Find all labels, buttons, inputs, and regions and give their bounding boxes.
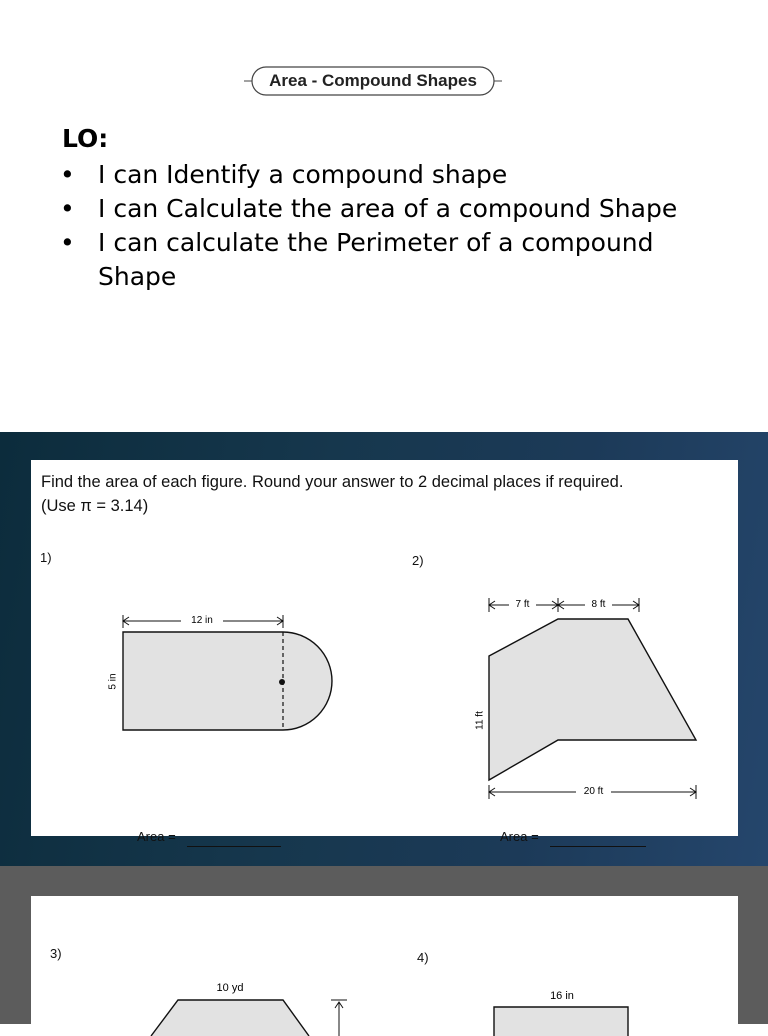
objective-text: I can calculate the Perimeter of a compound Shape <box>98 228 654 291</box>
area-label: Area = <box>137 829 176 844</box>
bullet-icon: • <box>60 194 75 223</box>
dimension-label: 8 ft <box>591 599 606 610</box>
dimension-label: 20 ft <box>583 786 604 797</box>
objective-text: I can Calculate the area of a compound Shape <box>98 194 678 223</box>
title-slide <box>0 0 768 432</box>
worksheet-panel <box>31 896 738 1036</box>
bullet-icon: • <box>60 228 75 257</box>
lo-heading: LO: <box>62 124 109 153</box>
dimension-label: 11 ft <box>474 711 486 730</box>
dimension-label: 7 ft <box>515 599 530 610</box>
dimension-label: 5 in <box>107 673 119 690</box>
figure-polygon <box>31 460 738 836</box>
bullet-icon: • <box>60 160 75 189</box>
question-number: 1) <box>40 550 52 565</box>
objectives-list <box>60 158 720 294</box>
objective-item <box>60 192 720 226</box>
worksheet-slide-2 <box>0 866 768 1024</box>
objective-item <box>60 226 720 294</box>
worksheet-slide-1 <box>0 432 768 866</box>
dimension-label: 12 in <box>191 615 213 626</box>
title-badge <box>244 66 502 96</box>
answer-line <box>187 846 281 847</box>
area-label: Area = <box>500 829 539 844</box>
figure-partial <box>31 896 738 1036</box>
question-number: 4) <box>417 950 429 965</box>
objective-text: I can Identify a compound shape <box>98 160 508 189</box>
worksheet-panel <box>31 460 738 844</box>
question-number: 2) <box>412 553 424 568</box>
instruction-line: (Use π = 3.14) <box>41 497 149 515</box>
objective-item <box>60 158 720 192</box>
dimension-label: 10 yd <box>216 982 244 994</box>
instruction-line: Find the area of each figure. Round your answer to 2 decimal places if required. <box>41 473 624 491</box>
dimension-label: 16 in <box>550 990 574 1002</box>
page-title: Area - Compound Shapes <box>269 71 477 90</box>
question-number: 3) <box>50 946 62 961</box>
answer-line <box>550 846 646 847</box>
